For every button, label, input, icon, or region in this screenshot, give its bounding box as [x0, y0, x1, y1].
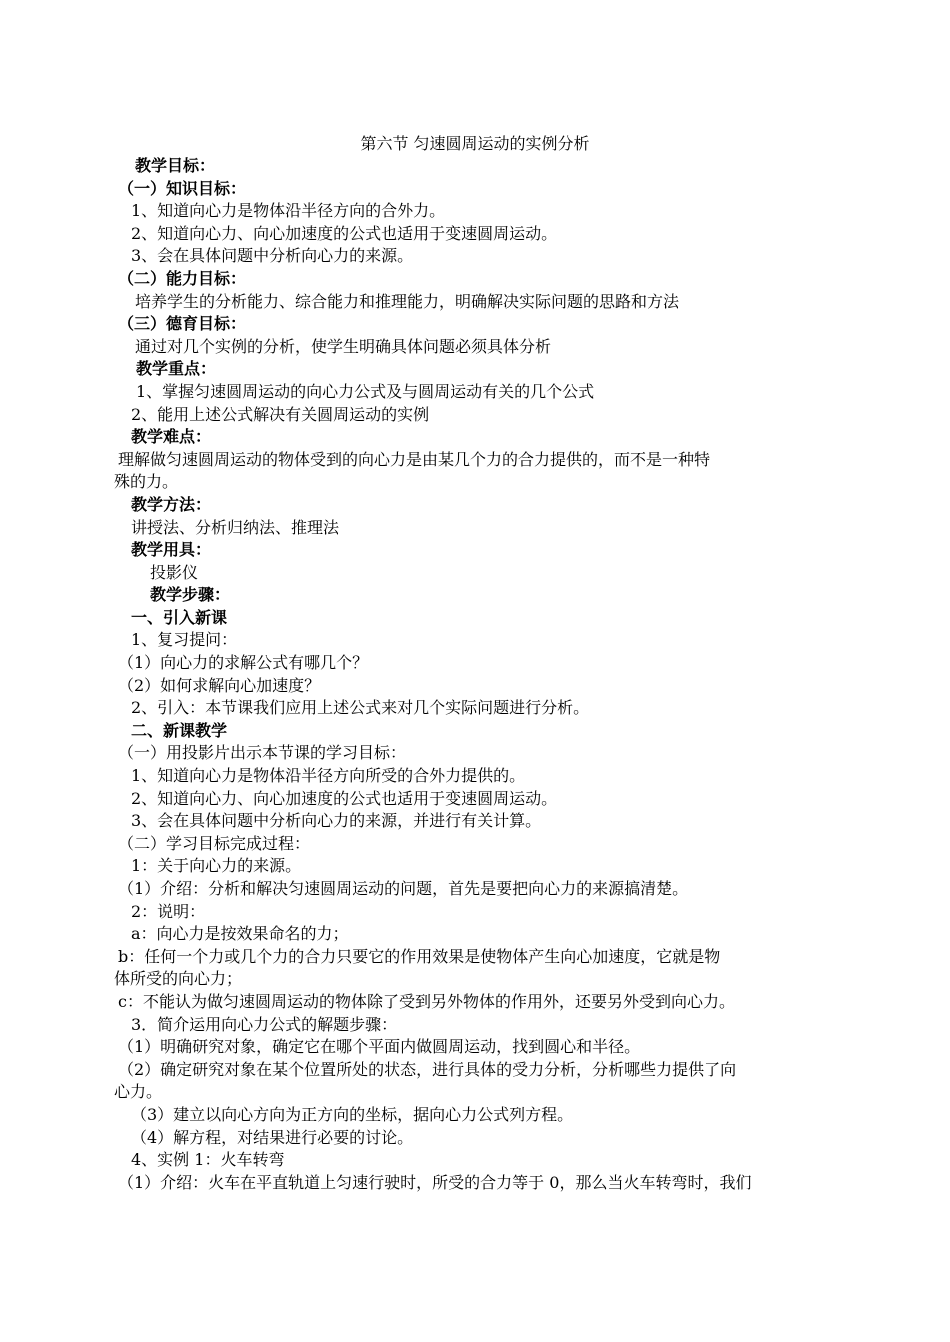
text-line: （二）学习目标完成过程：: [118, 833, 311, 853]
document-body: [0, 155, 950, 1194]
text-line: 1、知道向心力是物体沿半径方向所受的合外力提供的。: [131, 766, 526, 786]
text-line: 讲授法、分析归纳法、推理法: [131, 517, 340, 537]
document-title: 第六节 匀速圆周运动的实例分析: [360, 134, 590, 153]
text-line: 2、知道向心力、向心加速度的公式也适用于变速圆周运动。: [131, 223, 558, 243]
text-line: （一）用投影片出示本节课的学习目标：: [118, 743, 407, 763]
section-heading: 教学步骤：: [150, 585, 231, 605]
text-line: c：不能认为做匀速圆周运动的物体除了受到另外物体的作用外，还要另外受到向心力。: [118, 991, 735, 1011]
text-line: （3）建立以向心方向为正方向的坐标，据向心力公式列方程。: [131, 1104, 574, 1124]
section-heading: 教学目标：: [135, 156, 216, 175]
text-line: 2、知道向心力、向心加速度的公式也适用于变速圆周运动。: [131, 788, 558, 808]
section-heading: （三）德育目标：: [118, 314, 247, 334]
section-heading: 教学重点：: [136, 359, 217, 379]
text-line: 体所受的向心力；: [114, 969, 243, 989]
text-line: （4）解方程，对结果进行必要的讨论。: [131, 1127, 414, 1147]
text-line: （1）明确研究对象，确定它在哪个平面内做圆周运动，找到圆心和半径。: [118, 1037, 641, 1057]
text-line: 2、引入：本节课我们应用上述公式来对几个实际问题进行分析。: [131, 698, 590, 718]
text-line: 理解做匀速圆周运动的物体受到的向心力是由某几个力的合力提供的，而不是一种特: [118, 449, 711, 469]
text-line: 1、复习提问：: [131, 630, 238, 650]
text-line: （1）介绍：火车在平直轨道上匀速行驶时，所受的合力等于 0，那么当火车转弯时，我们: [118, 1172, 752, 1192]
text-line: b：任何一个力或几个力的合力只要它的作用效果是使物体产生向心加速度，它就是物: [118, 946, 721, 966]
text-line: 3、会在具体问题中分析向心力的来源。: [131, 246, 414, 266]
text-line: （2）如何求解向心加速度？: [118, 675, 321, 695]
section-heading: 一、引入新课: [131, 607, 228, 627]
text-line: 2：说明：: [131, 901, 206, 921]
text-line: 通过对几个实例的分析，使学生明确具体问题必须具体分析: [135, 336, 552, 356]
text-line: 4、实例 1：火车转弯: [131, 1150, 285, 1170]
text-line: 1、掌握匀速圆周运动的向心力公式及与圆周运动有关的几个公式: [136, 381, 595, 401]
text-line: 心力。: [114, 1082, 163, 1102]
text-line: （2）确定研究对象在某个位置所处的状态，进行具体的受力分析，分析哪些力提供了向: [118, 1059, 737, 1079]
text-line: 1：关于向心力的来源。: [131, 856, 302, 876]
text-line: 殊的力。: [114, 472, 179, 492]
section-heading: 教学难点：: [131, 427, 212, 447]
text-line: 3、会在具体问题中分析向心力的来源，并进行有关计算。: [131, 811, 542, 831]
section-heading: 二、新课教学: [131, 720, 228, 740]
text-line: 2、能用上述公式解决有关圆周运动的实例: [131, 404, 430, 424]
section-heading: （二）能力目标：: [118, 268, 247, 288]
text-line: 1、知道向心力是物体沿半径方向的合外力。: [131, 201, 446, 221]
text-line: （1）向心力的求解公式有哪几个？: [118, 653, 369, 673]
section-heading: 教学方法：: [131, 494, 212, 514]
text-line: （1）介绍：分析和解决匀速圆周运动的问题，首先是要把向心力的来源搞清楚。: [118, 879, 689, 898]
text-line: a：向心力是按效果命名的力；: [131, 924, 349, 944]
section-heading: （一）知识目标：: [118, 178, 247, 198]
section-heading: 教学用具：: [131, 540, 212, 560]
text-line: 3．简介运用向心力公式的解题步骤：: [131, 1014, 398, 1034]
text-line: 投影仪: [150, 562, 199, 582]
text-line: 培养学生的分析能力、综合能力和推理能力，明确解决实际问题的思路和方法: [135, 291, 680, 311]
